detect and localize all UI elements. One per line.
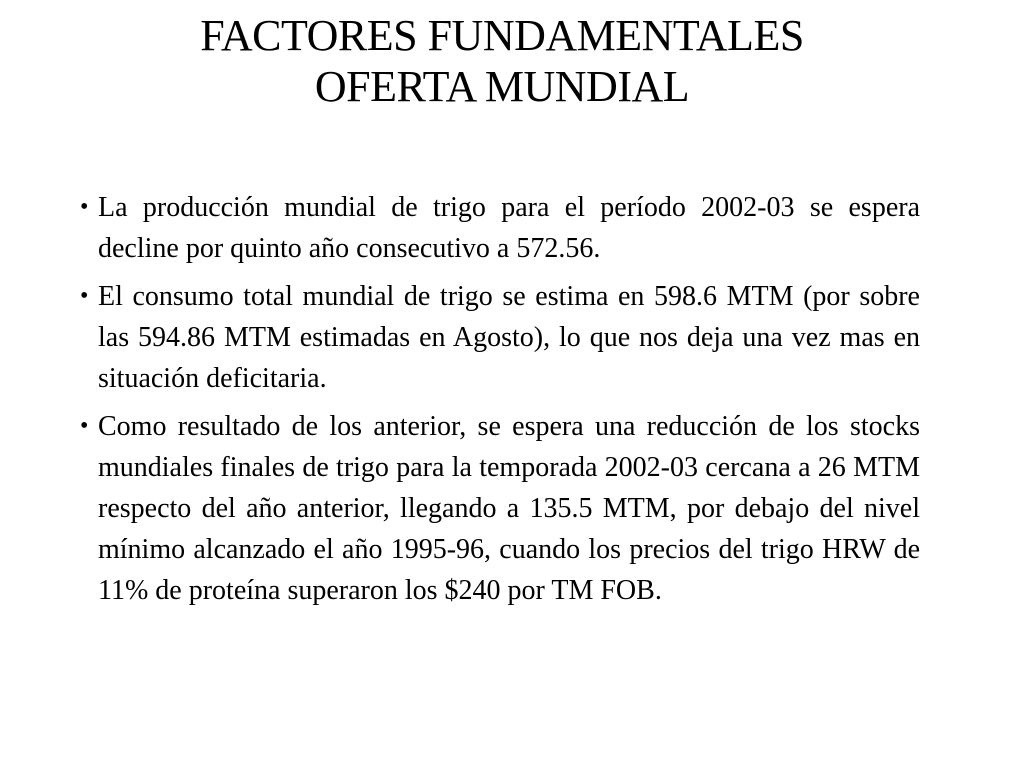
bullet-text: El consumo total mundial de trigo se estima en 598.6 MTM (por sobre las 594.86 MTM estimadas en Agosto), lo que nos deja una vez mas en situación deficitaria. [98, 281, 920, 394]
bullet-marker: • [80, 194, 89, 220]
bullet-marker: • [80, 413, 89, 439]
bullet-marker: • [80, 283, 89, 309]
bullet-item-consumption [78, 276, 920, 399]
title-line-1: FACTORES FUNDAMENTALES [200, 11, 804, 60]
slide-title [0, 10, 1004, 112]
bullet-item-stocks [78, 406, 920, 611]
bullet-text: La producción mundial de trigo para el período 2002-03 se espera decline por quinto año consecutivo a 572.56. [98, 192, 920, 264]
bullet-list [78, 187, 920, 618]
title-line-2: OFERTA MUNDIAL [314, 62, 690, 111]
bullet-text: Como resultado de los anterior, se espera una reducción de los stocks mundiales finales de trigo para la temporada 2002-03 cercana a 26 MTM respecto del año anterior, llegando a 135.5 MTM, por debajo del nivel mínimo alcanzado el año 1995-96, cuando los precios del trigo HRW de 11% de proteína superaron los $240 por TM FOB. [98, 411, 920, 606]
bullet-item-production [78, 187, 920, 269]
